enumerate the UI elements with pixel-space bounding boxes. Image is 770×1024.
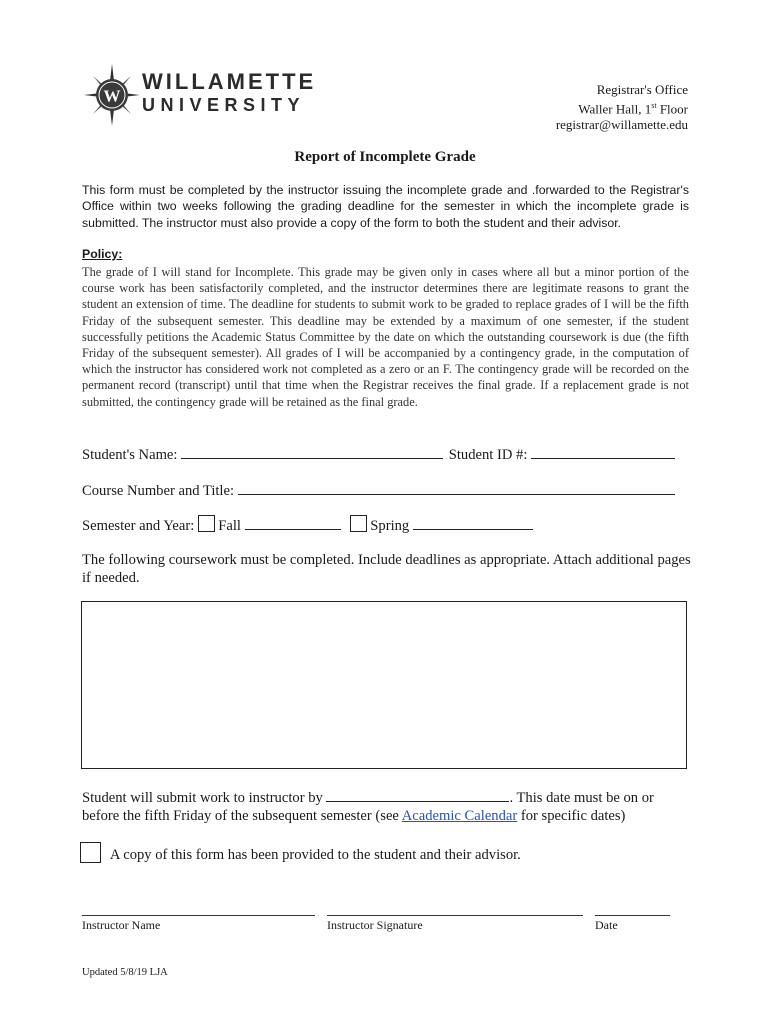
instructor-name-label: Instructor Name <box>82 918 161 932</box>
policy-heading: Policy: <box>82 247 123 261</box>
logo-wordmark-line1: WILLAMETTE <box>142 69 317 94</box>
intro-paragraph: This form must be completed by the instructor issuing the incomplete grade and .forwarded to the Registrar's Office within two weeks following the grading deadline for the semester in which the incomplete grade is submitted. The instructor must also provide a copy of the form to both the student and their advisor. <box>82 183 689 230</box>
copy-provided-label: A copy of this form has been provided to the student and their advisor. <box>109 847 521 863</box>
form-title: Report of Incomplete Grade <box>294 149 476 165</box>
fall-checkbox[interactable] <box>198 515 215 532</box>
copy-provided-row <box>80 842 521 864</box>
course-row <box>82 480 675 500</box>
fall-year-field[interactable] <box>245 517 341 530</box>
office-address: Waller Hall, 1st Floor <box>578 101 688 117</box>
course-field[interactable] <box>238 480 675 495</box>
semester-label: Semester and Year: <box>82 518 195 534</box>
course-label: Course Number and Title: <box>82 483 235 499</box>
submit-deadline-text: Student will submit work to instructor by . This date must be on or before the fifth Friday of the subsequent semester (see Academic Calendar for specific dates) <box>82 787 702 825</box>
compass-emblem-icon <box>84 64 140 126</box>
coursework-textarea[interactable] <box>81 601 687 769</box>
office-name: Registrar's Office <box>596 82 688 97</box>
footer-revision: Updated 5/8/19 LJA <box>82 967 168 978</box>
coursework-instructions: The following coursework must be completed. Include deadlines as appropriate. Attach additional pages if needed. <box>82 552 691 586</box>
fall-label: Fall <box>218 518 241 534</box>
spring-year-field[interactable] <box>413 517 533 530</box>
policy-paragraph: The grade of I will stand for Incomplete. This grade may be given only in cases where all but a minor portion of the course work has been satisfactorily completed, and the instructor determines there are legitimate reasons to grant the student an extension of time. The deadline for students to submit work to be graded to replace grades of I will be the fifth Friday of the subsequent semester. This deadline may be extended by a maximum of one semester, if the student successfully petitions the Academic Status Committee by the date on which the outstanding coursework is due (the fifth Friday of the subsequent semester). All grades of I will be accompanied by a contingency grade, in the computation of which the instructor has considered work not completed as a zero or an F. The contingency grade will be recorded on the permanent record (transcript) until that time when the Registrar receives the final grade. If a replacement grade is not submitted, the contingency grade will be retained as the final grade. <box>82 265 689 409</box>
registrar-contact <box>556 82 688 133</box>
svg-text:W: W <box>103 86 121 106</box>
logo-wordmark-line2: UNIVERSITY <box>142 95 306 115</box>
student-id-label: Student ID #: <box>448 447 528 463</box>
student-name-label: Student's Name: <box>82 447 178 463</box>
student-name-row <box>82 444 675 464</box>
student-id-field[interactable] <box>531 444 675 459</box>
academic-calendar-link[interactable]: Academic Calendar <box>401 808 518 824</box>
date-label: Date <box>595 918 618 932</box>
instructor-name-line[interactable] <box>82 915 315 916</box>
office-email: registrar@willamette.edu <box>555 117 688 133</box>
spring-label: Spring <box>370 518 410 534</box>
semester-row <box>82 515 533 535</box>
university-logo <box>84 64 334 130</box>
student-name-field[interactable] <box>181 444 443 459</box>
submit-date-field[interactable] <box>326 787 509 802</box>
date-line[interactable] <box>595 915 670 916</box>
instructor-signature-label: Instructor Signature <box>327 918 423 932</box>
instructor-signature-line[interactable] <box>327 915 583 916</box>
copy-provided-checkbox[interactable] <box>80 842 101 863</box>
spring-checkbox[interactable] <box>350 515 367 532</box>
